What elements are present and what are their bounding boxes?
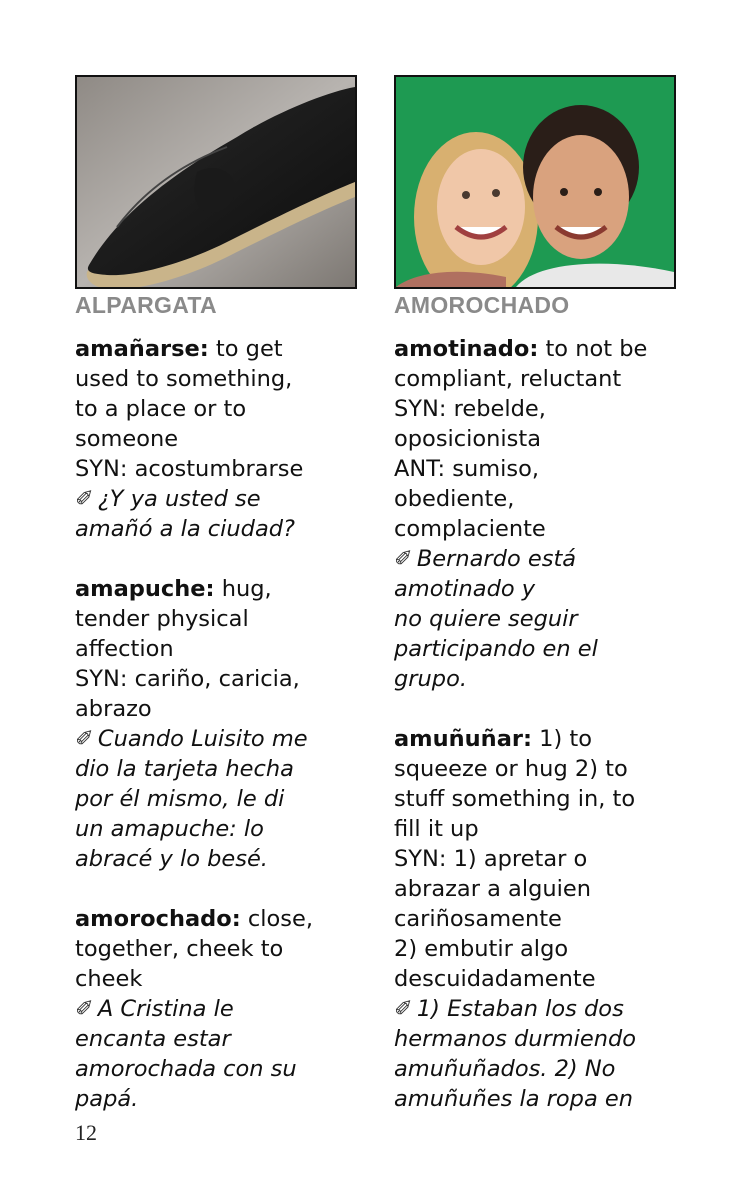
headword: amañarse: [75,336,209,362]
example-line: encanta estar [75,1026,231,1052]
example-line: ✐ A Cristina le [75,996,234,1022]
synonyms-line: descuidadamente [394,966,596,992]
definition-line: amuñuñar: 1) to [394,726,592,752]
left-entries [75,334,357,1114]
entry-amotinado [394,334,676,694]
antonyms-line: obediente, [394,486,515,512]
definition-line: amañarse: to get [75,336,283,362]
espadrille-shoe-image [77,77,355,287]
definition-line: someone [75,426,179,452]
alpargata-photo [75,75,357,289]
pencil-icon: ✐ [75,726,94,752]
definition-line: fill it up [394,816,479,842]
example-line: ✐ Bernardo está [394,546,577,572]
definition-line: to a place or to [75,396,247,422]
example-line: hermanos durmiendo [394,1026,637,1052]
example-line: participando en el [394,636,598,662]
definition-line: squeeze or hug 2) to [394,756,628,782]
entry-amorochado [75,904,357,1114]
amorochado-photo [394,75,676,289]
synonyms-line: oposicionista [394,426,542,452]
synonyms-line: abrazar a alguien [394,876,591,902]
definition-line: used to something, [75,366,293,392]
right-column [394,75,676,1114]
example-line: ✐ ¿Y ya usted se [75,486,261,512]
definition-line: compliant, reluctant [394,366,622,392]
definition-line: together, cheek to [75,936,284,962]
antonyms-line: complaciente [394,516,546,542]
example-line: amuñuñes la ropa en [394,1086,633,1112]
couple-image [396,77,674,287]
synonyms-line: SYN: 1) apretar o [394,846,588,872]
example-line: amuñuñados. 2) No [394,1056,616,1082]
example-line: por él mismo, le di [75,786,285,812]
entry-amapuche [75,574,357,874]
page-number: 12 [75,1120,97,1145]
left-column [75,75,357,1114]
example-line: grupo. [394,666,467,692]
synonyms-line: abrazo [75,696,152,722]
synonyms-line: 2) embutir algo [394,936,569,962]
entry-amanarse [75,334,357,544]
example-line: abracé y lo besé. [75,846,268,872]
headword: amorochado: [75,906,241,932]
amorochado-caption: AMOROCHADO [394,292,570,318]
definition-line: tender physical [75,606,249,632]
pencil-icon: ✐ [394,996,413,1022]
alpargata-caption: ALPARGATA [75,292,217,318]
example-line: ✐ 1) Estaban los dos [394,996,624,1022]
definition-line: amapuche: hug, [75,576,272,602]
example-line: ✐ Cuando Luisito me [75,726,308,752]
definition-line: stuff something in, to [394,786,636,812]
definition-line: amorochado: close, [75,906,314,932]
definition-line: amotinado: to not be [394,336,648,362]
synonyms-line: cariñosamente [394,906,562,932]
pencil-icon: ✐ [394,546,413,572]
example-line: dio la tarjeta hecha [75,756,294,782]
definition-line: affection [75,636,174,662]
pencil-icon: ✐ [75,486,94,512]
right-entries [394,334,676,1114]
synonyms-line: SYN: acostumbrarse [75,456,304,482]
headword: amuñuñar: [394,726,532,752]
headword: amotinado: [394,336,539,362]
definition-line: cheek [75,966,143,992]
pencil-icon: ✐ [75,996,94,1022]
headword: amapuche: [75,576,215,602]
example-line: amorochada con su [75,1056,297,1082]
example-line: amotinado y [394,576,536,602]
example-line: un amapuche: lo [75,816,264,842]
synonyms-line: SYN: cariño, caricia, [75,666,300,692]
entry-amununar [394,724,676,1114]
example-line: no quiere seguir [394,606,578,632]
antonyms-line: ANT: sumiso, [394,456,540,482]
synonyms-line: SYN: rebelde, [394,396,546,422]
example-line: papá. [75,1086,139,1112]
example-line: amañó a la ciudad? [75,516,295,542]
